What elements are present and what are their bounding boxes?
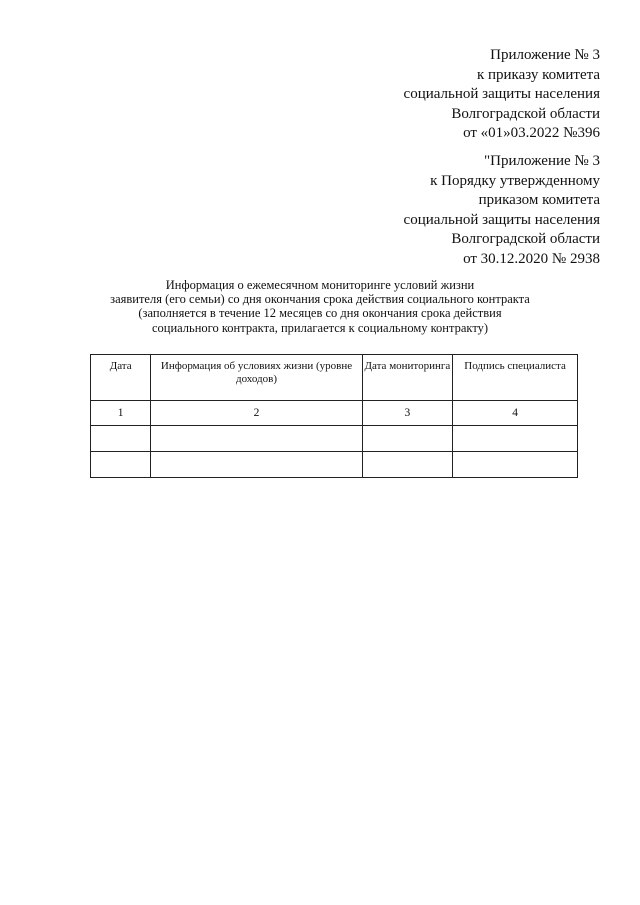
document-heading <box>90 278 550 335</box>
monitoring-table <box>90 354 578 478</box>
table-row <box>91 452 578 478</box>
appendix-date: от «01»03.2022 №396 <box>463 125 600 141</box>
procedure-line: приказом комитета <box>478 192 600 208</box>
table-cell <box>151 426 362 452</box>
header-monitoring-date: Дата мониторинга <box>362 355 452 401</box>
procedure-line: к Порядку утвержденному <box>430 172 600 189</box>
column-number: 4 <box>453 401 578 426</box>
table-header-row <box>91 355 578 401</box>
procedure-title: "Приложение № 3 <box>484 153 600 169</box>
appendix-line: социальной защиты населения <box>403 86 600 102</box>
table-cell <box>362 452 452 478</box>
table-cell <box>453 452 578 478</box>
header-date: Дата <box>91 355 151 401</box>
heading-line: (заполняется в течение 12 месяцев со дня окончания срока действия <box>138 306 502 321</box>
column-number: 2 <box>151 401 362 426</box>
procedure-line: социальной защиты населения <box>403 211 600 228</box>
header-living-conditions: Информация об условиях жизни (уровне доходов) <box>151 355 362 401</box>
procedure-block <box>404 152 600 269</box>
appendix-block <box>404 46 600 144</box>
procedure-date: от 30.12.2020 № 2938 <box>463 250 600 267</box>
table-cell <box>362 426 452 452</box>
table-cell <box>91 452 151 478</box>
appendix-line: Волгоградской области <box>451 105 600 122</box>
column-number-row <box>91 401 578 426</box>
table-cell <box>151 452 362 478</box>
appendix-title: Приложение № 3 <box>490 47 600 63</box>
procedure-line: Волгоградской области <box>451 231 600 247</box>
appendix-line: к приказу комитета <box>476 66 600 83</box>
column-number: 1 <box>91 401 151 426</box>
table-row <box>91 426 578 452</box>
heading-line: заявителя (его семьи) со дня окончания срока действия социального контракта <box>110 292 530 307</box>
heading-line: Информация о ежемесячном мониторинге условий жизни <box>165 278 475 292</box>
column-number: 3 <box>362 401 452 426</box>
heading-line: социального контракта, прилагается к социальному контракту) <box>151 320 489 335</box>
table-cell <box>453 426 578 452</box>
header-specialist-signature: Подпись специалиста <box>453 355 578 401</box>
table-cell <box>91 426 151 452</box>
